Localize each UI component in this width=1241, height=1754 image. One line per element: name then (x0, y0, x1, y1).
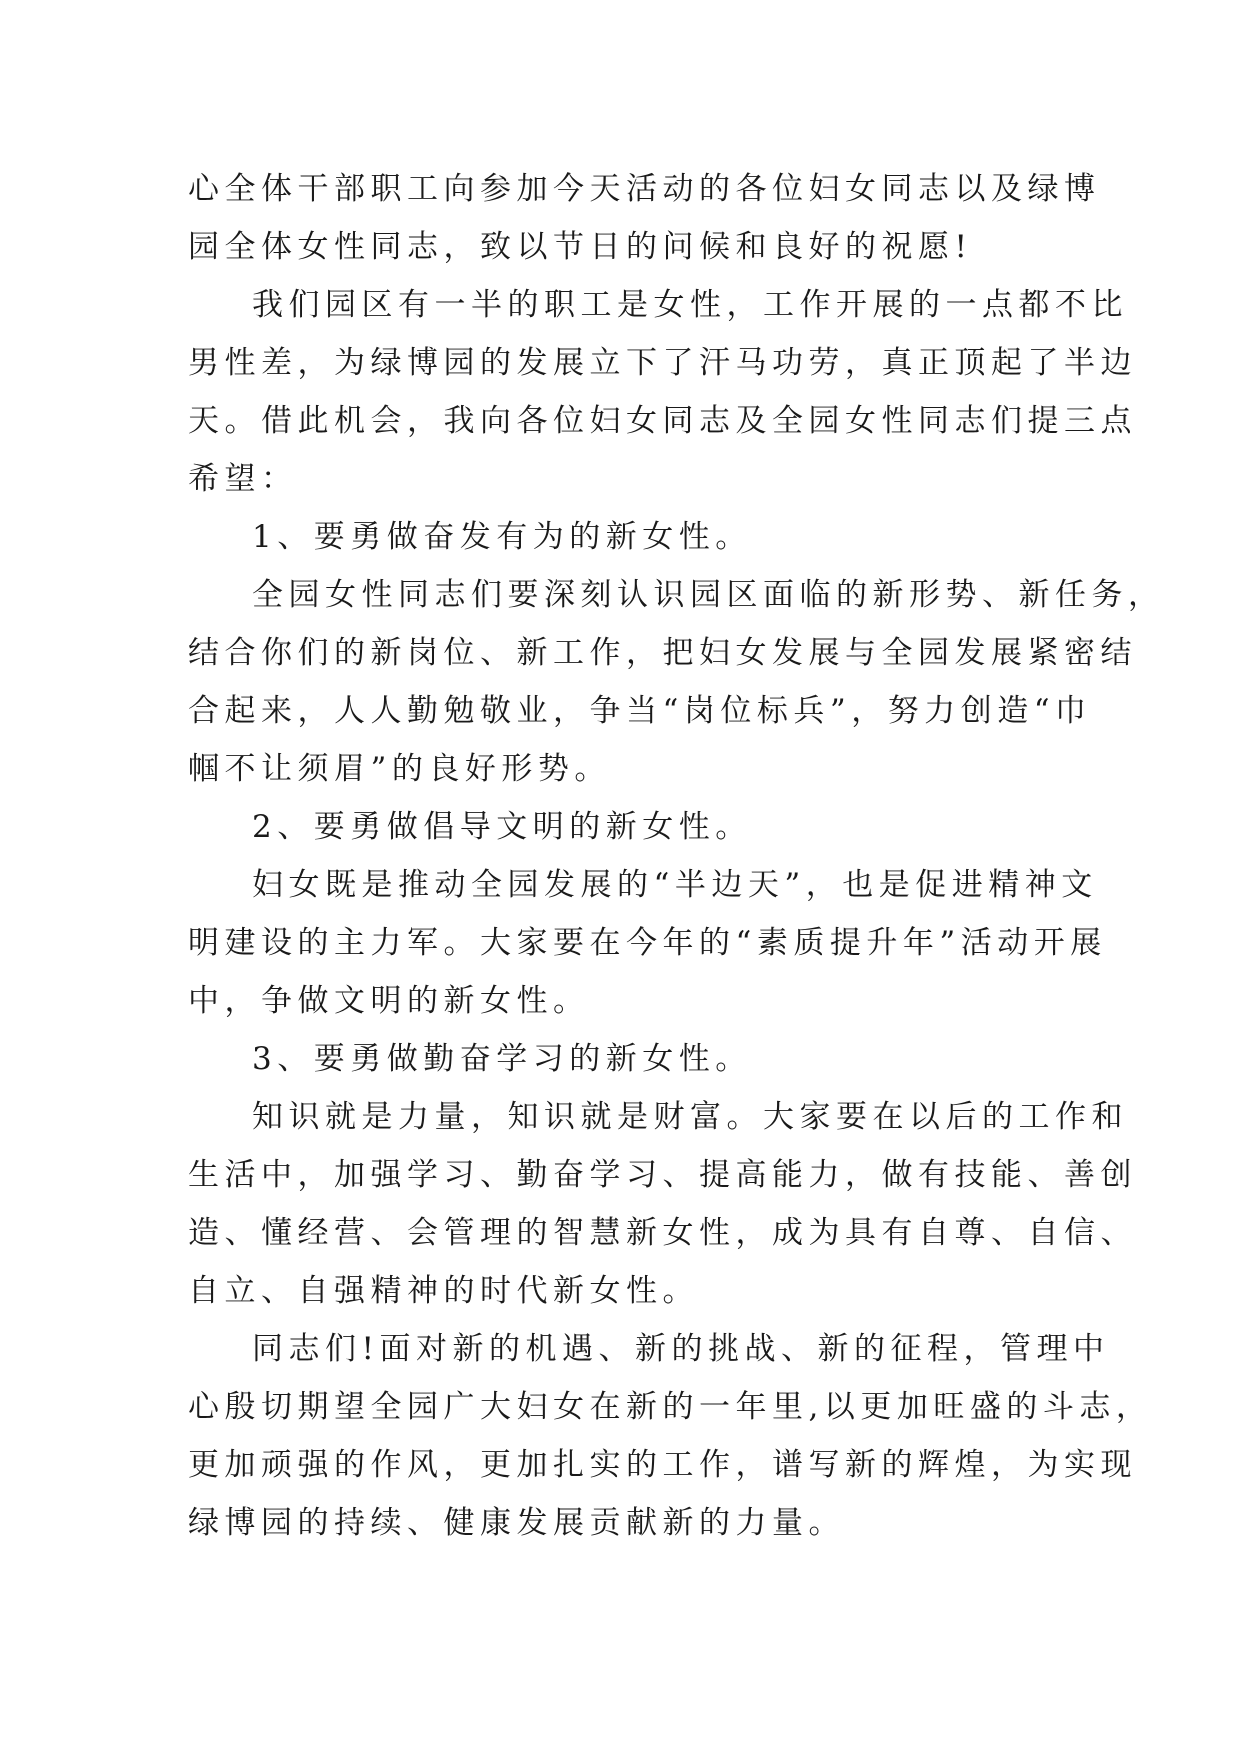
text-line-24: 绿博园的持续、健康发展贡献新的力量。 (188, 1505, 845, 1541)
text-line-6: 希望： (188, 461, 298, 497)
text-line-23: 更加顽强的作风，更加扎实的工作，谱写新的辉煌，为实现 (188, 1447, 1137, 1483)
text-line-17: 知识就是力量，知识就是财富。大家要在以后的工作和 (252, 1099, 1128, 1135)
text-line-1: 心全体干部职工向参加今天活动的各位妇女同志以及绿博 (188, 171, 1101, 207)
text-line-12: 2、要勇做倡导文明的新女性。 (252, 809, 752, 845)
text-line-22: 心殷切期望全园广大妇女在新的一年里,以更加旺盛的斗志， (188, 1389, 1153, 1425)
text-line-16: 3、要勇做勤奋学习的新女性。 (252, 1041, 752, 1077)
text-line-8: 全园女性同志们要深刻认识园区面临的新形势、新任务， (252, 577, 1165, 613)
text-line-10: 合起来，人人勤勉敬业，争当“岗位标兵”，努力创造“巾 (188, 693, 1092, 729)
text-line-5: 天。借此机会，我向各位妇女同志及全园女性同志们提三点 (188, 403, 1137, 439)
text-line-15: 中，争做文明的新女性。 (188, 983, 590, 1019)
text-line-3: 我们园区有一半的职工是女性，工作开展的一点都不比 (252, 287, 1128, 323)
document-body (188, 160, 1165, 1552)
text-line-11: 帼不让须眉”的良好形势。 (188, 751, 611, 787)
text-line-9: 结合你们的新岗位、新工作，把妇女发展与全园发展紧密结 (188, 635, 1137, 671)
text-line-19: 造、懂经营、会管理的智慧新女性，成为具有自尊、自信、 (188, 1215, 1137, 1251)
text-line-18: 生活中，加强学习、勤奋学习、提高能力，做有技能、善创 (188, 1157, 1137, 1193)
text-line-2: 园全体女性同志，致以节日的问候和良好的祝愿! (188, 229, 973, 265)
text-line-7: 1、要勇做奋发有为的新女性。 (252, 519, 752, 555)
text-line-21: 同志们!面对新的机遇、新的挑战、新的征程，管理中 (252, 1331, 1110, 1367)
text-line-13: 妇女既是推动全园发展的“半边天”，也是促进精神文 (252, 867, 1098, 903)
text-line-14: 明建设的主力军。大家要在今年的“素质提升年”活动开展 (188, 925, 1107, 961)
text-line-4: 男性差，为绿博园的发展立下了汗马功劳，真正顶起了半边 (188, 345, 1137, 381)
text-line-20: 自立、自强精神的时代新女性。 (188, 1273, 699, 1309)
